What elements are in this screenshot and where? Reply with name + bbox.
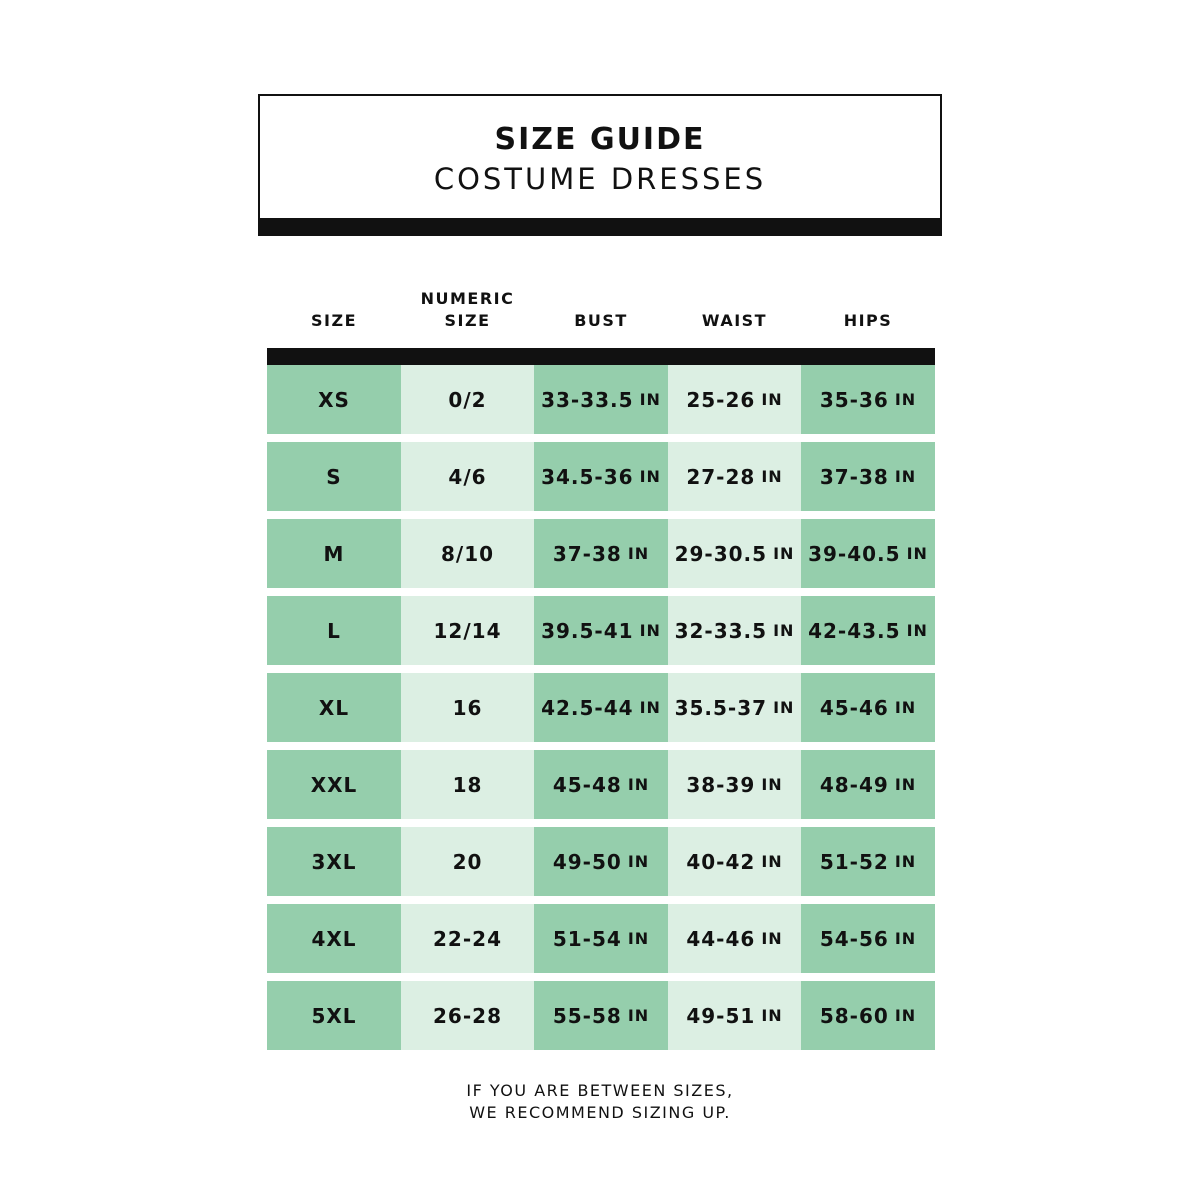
bust-cell-value: 42.5-44 bbox=[541, 695, 634, 720]
bust-cell-value: 33-33.5 bbox=[541, 387, 634, 412]
waist-cell-unit: IN bbox=[773, 544, 795, 563]
size-cell bbox=[267, 904, 401, 973]
bust-cell-unit: IN bbox=[627, 775, 650, 794]
size-cell-value: 4XL bbox=[311, 926, 357, 951]
hips-cell-unit: IN bbox=[906, 544, 928, 563]
numeric-size-cell bbox=[401, 904, 534, 973]
waist-cell-value: 25-26 bbox=[686, 387, 756, 412]
size-cell-value: 3XL bbox=[311, 849, 357, 874]
numeric-size-cell bbox=[401, 673, 534, 742]
size-cell-value: XS bbox=[318, 387, 350, 412]
numeric-size-cell-value: 8/10 bbox=[440, 541, 495, 566]
bust-cell bbox=[534, 442, 668, 511]
bust-cell bbox=[534, 904, 668, 973]
waist-cell bbox=[668, 904, 801, 973]
bust-cell-value: 49-50 bbox=[552, 849, 622, 874]
numeric-size-cell bbox=[401, 596, 534, 665]
waist-cell-value: 49-51 bbox=[686, 1003, 756, 1028]
waist-cell bbox=[668, 596, 801, 665]
bust-cell bbox=[534, 365, 668, 434]
waist-cell-unit: IN bbox=[761, 775, 783, 794]
hips-cell-value: 51-52 bbox=[819, 849, 889, 874]
numeric-size-cell-value: 22-24 bbox=[433, 926, 502, 951]
table-row bbox=[267, 750, 935, 819]
waist-cell-value: 29-30.5 bbox=[674, 541, 768, 566]
waist-cell-unit: IN bbox=[761, 390, 783, 409]
waist-cell-unit: IN bbox=[773, 621, 795, 640]
table-row bbox=[267, 904, 935, 973]
waist-cell bbox=[668, 519, 801, 588]
numeric-size-cell bbox=[401, 750, 534, 819]
size-cell bbox=[267, 442, 401, 511]
page-title: SIZE GUIDE bbox=[494, 122, 706, 157]
table-row bbox=[267, 596, 935, 665]
hips-cell-value: 58-60 bbox=[819, 1003, 889, 1028]
hips-cell bbox=[801, 673, 935, 742]
waist-cell-value: 35.5-37 bbox=[674, 695, 768, 720]
numeric-size-cell bbox=[401, 442, 534, 511]
bust-cell-value: 37-38 bbox=[552, 541, 622, 566]
hips-cell bbox=[801, 442, 935, 511]
numeric-size-cell bbox=[401, 827, 534, 896]
numeric-size-cell-value: 16 bbox=[452, 695, 483, 720]
hips-cell bbox=[801, 750, 935, 819]
size-cell-value: S bbox=[326, 464, 342, 489]
waist-cell-value: 32-33.5 bbox=[674, 618, 768, 643]
waist-cell-value: 40-42 bbox=[686, 849, 756, 874]
bust-cell bbox=[534, 596, 668, 665]
column-header-waist-line2: WAIST bbox=[701, 311, 768, 330]
bust-cell-value: 39.5-41 bbox=[541, 618, 634, 643]
column-header-hips-line2: HIPS bbox=[843, 311, 893, 330]
waist-cell bbox=[668, 750, 801, 819]
numeric-size-cell bbox=[401, 519, 534, 588]
column-header-numeric-line1: NUMERIC bbox=[420, 289, 515, 308]
size-cell bbox=[267, 750, 401, 819]
table-row bbox=[267, 981, 935, 1050]
sizing-note bbox=[0, 1080, 1200, 1124]
numeric-size-cell-value: 26-28 bbox=[433, 1003, 502, 1028]
numeric-size-cell bbox=[401, 981, 534, 1050]
numeric-size-cell bbox=[401, 365, 534, 434]
column-header-waist bbox=[668, 310, 801, 332]
hips-cell-unit: IN bbox=[894, 775, 917, 794]
size-cell bbox=[267, 981, 401, 1050]
column-header-bust bbox=[534, 310, 668, 332]
size-cell-value: 5XL bbox=[311, 1003, 357, 1028]
size-table-body bbox=[267, 365, 935, 1058]
waist-cell bbox=[668, 365, 801, 434]
hips-cell-unit: IN bbox=[894, 467, 917, 486]
hips-cell-value: 37-38 bbox=[819, 464, 889, 489]
column-header-size-line2: SIZE bbox=[310, 311, 357, 330]
waist-cell bbox=[668, 827, 801, 896]
bust-cell-unit: IN bbox=[627, 1006, 650, 1025]
numeric-size-cell-value: 4/6 bbox=[448, 464, 487, 489]
hips-cell bbox=[801, 904, 935, 973]
table-row bbox=[267, 827, 935, 896]
size-cell bbox=[267, 827, 401, 896]
hips-cell-value: 45-46 bbox=[819, 695, 889, 720]
table-row bbox=[267, 519, 935, 588]
size-cell bbox=[267, 519, 401, 588]
bust-cell bbox=[534, 827, 668, 896]
bust-cell bbox=[534, 750, 668, 819]
hips-cell-unit: IN bbox=[894, 390, 917, 409]
table-row bbox=[267, 673, 935, 742]
column-header-bust-line2: BUST bbox=[574, 311, 628, 330]
size-cell-value: XL bbox=[318, 695, 350, 720]
bust-cell-unit: IN bbox=[639, 390, 661, 409]
bust-cell-value: 45-48 bbox=[552, 772, 622, 797]
sizing-note-line1: IF YOU ARE BETWEEN SIZES, bbox=[466, 1081, 734, 1100]
numeric-size-cell-value: 12/14 bbox=[433, 618, 502, 643]
numeric-size-cell-value: 18 bbox=[452, 772, 483, 797]
column-header-hips bbox=[801, 310, 935, 332]
size-cell bbox=[267, 365, 401, 434]
size-cell-value: XXL bbox=[310, 772, 358, 797]
hips-cell bbox=[801, 827, 935, 896]
hips-cell bbox=[801, 596, 935, 665]
hips-cell-unit: IN bbox=[894, 1006, 917, 1025]
table-row bbox=[267, 442, 935, 511]
bust-cell-unit: IN bbox=[627, 544, 650, 563]
hips-cell-unit: IN bbox=[894, 698, 917, 717]
hips-cell bbox=[801, 519, 935, 588]
sizing-note-line2: WE RECOMMEND SIZING UP. bbox=[469, 1103, 731, 1122]
hips-cell-unit: IN bbox=[894, 929, 917, 948]
hips-cell-value: 54-56 bbox=[819, 926, 889, 951]
column-header-size bbox=[267, 310, 401, 332]
waist-cell bbox=[668, 981, 801, 1050]
numeric-size-cell-value: 20 bbox=[452, 849, 483, 874]
bust-cell-value: 55-58 bbox=[552, 1003, 622, 1028]
hips-cell-unit: IN bbox=[894, 852, 917, 871]
bust-cell bbox=[534, 673, 668, 742]
waist-cell-unit: IN bbox=[761, 1006, 783, 1025]
waist-cell-value: 38-39 bbox=[686, 772, 756, 797]
page-subtitle: COSTUME DRESSES bbox=[433, 162, 767, 196]
table-row bbox=[267, 365, 935, 434]
hips-cell-unit: IN bbox=[906, 621, 928, 640]
table-header bbox=[267, 280, 935, 338]
bust-cell-unit: IN bbox=[627, 852, 650, 871]
bust-cell-unit: IN bbox=[639, 467, 661, 486]
header-divider-bar bbox=[267, 348, 935, 365]
bust-cell-unit: IN bbox=[639, 698, 661, 717]
hips-cell-value: 35-36 bbox=[819, 387, 889, 412]
waist-cell bbox=[668, 673, 801, 742]
waist-cell-unit: IN bbox=[761, 467, 783, 486]
waist-cell-value: 44-46 bbox=[686, 926, 756, 951]
hips-cell bbox=[801, 981, 935, 1050]
hips-cell-value: 42-43.5 bbox=[808, 618, 901, 643]
hips-cell-value: 48-49 bbox=[819, 772, 889, 797]
title-box bbox=[258, 94, 942, 236]
column-header-numeric-line2: SIZE bbox=[444, 311, 491, 330]
size-cell-value: L bbox=[327, 618, 341, 643]
numeric-size-cell-value: 0/2 bbox=[448, 387, 487, 412]
bust-cell-unit: IN bbox=[639, 621, 661, 640]
waist-cell-value: 27-28 bbox=[686, 464, 756, 489]
size-cell bbox=[267, 673, 401, 742]
size-cell-value: M bbox=[323, 541, 345, 566]
bust-cell-unit: IN bbox=[627, 929, 650, 948]
waist-cell-unit: IN bbox=[773, 698, 795, 717]
size-cell bbox=[267, 596, 401, 665]
bust-cell bbox=[534, 981, 668, 1050]
bust-cell bbox=[534, 519, 668, 588]
waist-cell-unit: IN bbox=[761, 929, 783, 948]
waist-cell-unit: IN bbox=[761, 852, 783, 871]
column-header-numeric-size bbox=[401, 288, 534, 332]
bust-cell-value: 34.5-36 bbox=[541, 464, 634, 489]
waist-cell bbox=[668, 442, 801, 511]
bust-cell-value: 51-54 bbox=[552, 926, 622, 951]
hips-cell-value: 39-40.5 bbox=[808, 541, 901, 566]
hips-cell bbox=[801, 365, 935, 434]
